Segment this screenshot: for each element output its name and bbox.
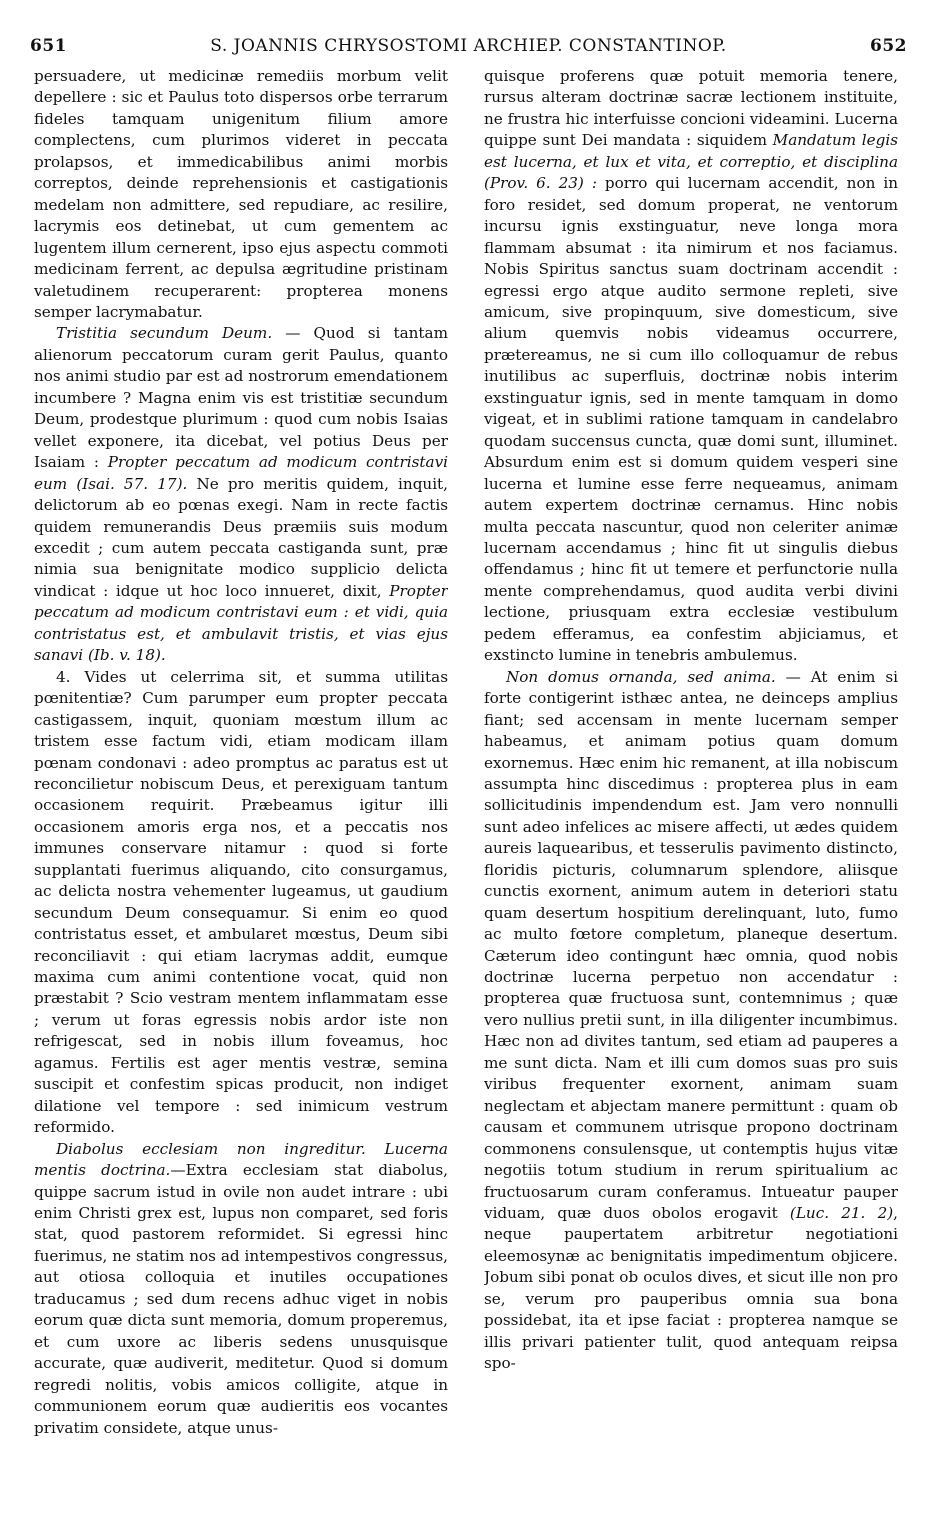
- paragraph-2: [484, 667, 898, 1375]
- text-run: , neque paupertatem arbitretur negotiationi eleemosynæ ac benignitatis impedimentum objicere. Jobum sibi ponat ob oculos dives, et sicut ille non pro se, verum pro pauperibus omnia sua bona possidebat, ita et ipse faciat : propterea namque se illis privari patienter tulit, quod antequam reipsa spo-: [484, 1204, 898, 1373]
- paragraph-3: 4. Vides ut celerrima sit, et summa utilitas pœnitentiæ? Cum parumper eum propter peccata castigassem, inquit, quoniam mœstum illum ac tristem esse factum vidi, etiam modicam illam pœnam condonavi : adeo promptus ac paratus est ut reconcilietur nobiscum Deus, et perexiguam tantum occasionem requirit. Præbeamus igitur illi occasionem amoris erga nos, et a peccatis nos immunes conservare nitamur : quod si forte supplantati fuerimus aliquando, cito consurgamus, ac delicta nostra vehementer lugeamus, ut gaudium secundum Deum consequamur. Si enim eo quod contristatus esset, et ambularet mœstus, Deum sibi reconciliavit : qui etiam lacrymas addit, eumque maxima cum animi contentione vocat, quid non præstabit ? Scio vestram mentem inflammatam esse ; verum ut foras egressis nobis ardor iste non refrigescat, sed in nobis illum foveamus, hoc agamus. Fertilis est ager mentis vestræ, semina suscipit et confestim spicas producit, non indiget dilatione vel tempore : sed inimicum vestrum reformido.: [34, 667, 448, 1137]
- section-heading: Diabolus ecclesiam non ingreditur. Lucerna mentis doctrina.: [34, 1139, 448, 1180]
- page-number-left: 651: [30, 36, 67, 56]
- running-title: S. JOANNIS CHRYSOSTOMI ARCHIEP. CONSTANTINOP.: [210, 36, 727, 56]
- scripture-quote: Propter peccatum ad modicum contristavi eum : et vidi, quia contristatus est, et ambulavit tristis, et vias ejus sanavi: [34, 581, 448, 665]
- right-column: [484, 66, 898, 1466]
- scripture-quote: Mandatum legis est lucerna, et lux et vita, et correptio, et disciplina: [484, 131, 898, 171]
- text-run: —Extra ecclesiam stat diabolus, quippe sacrum istud in ovile non audet intrare : ubi enim Christi grex est, lupus non comparet, sed foris stat, quod pastorem reformidet. Si egressi hinc fuerimus, ne statim nos ad intempestivos congressus, aut otiosa colloquia et inutiles occupationes traducamus ; sed dum recens adhuc viget in nobis eorum quæ dicta sunt memoria, domum properemus, et cum uxore ac liberis sedens unusquisque accurate, quæ audiverit, meditetur. Quod si domum regredi nolitis, vobis amicos colligite, atque in communionem eorum quæ audieritis eos vocantes privatim considete, atque unus-: [34, 1161, 448, 1437]
- scripture-reference: (Luc. 21. 2): [789, 1204, 894, 1223]
- scripture-reference: (Prov. 6. 23) :: [484, 174, 605, 193]
- left-column: [34, 66, 448, 1466]
- scripture-reference: (Isai. 57. 17).: [67, 474, 197, 493]
- page-header: [30, 32, 907, 62]
- text-run: quisque proferens quæ potuit memoria tenere, rursus alteram doctrinæ sacræ lectionem instituite, ne frustra hic interfuisse concioni videamini. Lucerna quippe sunt Dei mandata : siquidem: [484, 67, 898, 150]
- paragraph-1: [484, 66, 898, 667]
- section-heading: Tristitia secundum Deum.: [56, 324, 273, 343]
- paragraph-4: [34, 1139, 448, 1439]
- section-heading: Non domus ornanda, sed anima.: [506, 667, 776, 686]
- text-run: — At enim si forte contigerint isthæc antea, ne deinceps amplius fiant; sed accensam in mente lucernam semper habeamus, et animam potius quam domum exornemus. Hæc enim hic remanent, at illa nobiscum assumpta hinc discedimus : propterea plus in eam sollicitudinis impendendum est. Jam vero nonnulli sunt adeo infelices ac misere affecti, ut ædes quidem aureis laquearibus, et tesserulis pavimento distincto, floridis picturis, columnarum splendore, aliisque cunctis exornent, animum autem in deteriori statu quam desertum hospitium derelinquant, luto, fumo ac multo fœtore completum, planeque desertum. Cæterum ideo contingunt hæc omnia, quod nobis doctrinæ lucerna perpetuo non accendatur : propterea quæ fructuosa sunt, contemnimus ; quæ vero nullius pretii sunt, in illa diligenter incumbimus. Hæc non ad divites tantum, sed etiam ad pauperes a me sunt dicta. Nam et illi cum domos suas pro suis viribus frequenter exornent, animam suam neglectam et abjectam manere permittunt : quam ob causam et communem utrisque propono doctrinam commonens consulensque, ut contemptis hujus vitæ negotiis totum studium in rerum spiritualium ac fructuosarum curam conferamus. Intueatur pauper viduam, quæ duos obolos erogavit: [484, 667, 898, 1223]
- text-run: — Quod si tantam alienorum peccatorum curam gerit Paulus, quanto nos animi studio par est ad nostrorum emendationem incumbere ? Magna enim vis est tristitiæ secundum Deum, prodestque plurimum : quod cum nobis Isaias vellet exponere, ita dicebat, vel potius Deus per Isaiam :: [34, 324, 448, 472]
- paragraph-2: [34, 323, 448, 666]
- text-run: porro qui lucernam accendit, non in foro residet, sed domum properat, ne ventorum incursu ignis exstinguatur, neve longa mora flammam absumat : ita nimirum et nos faciamus. Nobis Spiritus sanctus suam doctrinam accendit : egressi ergo atque audito sermone repleti, sive amicum, sive propinquum, sive domesticum, sive alium quemvis nobis videamus occurrere, prætereamus, ne si cum illo colloquamur de rebus inutilibus ac superfluis, doctrinæ nobis interim exstinguatur ignis, sed in mente tamquam in domo vigeat, et in sublimi ratione tamquam in candelabro quodam succensus cuncta, quæ domi sunt, illuminet. Absurdum enim est si domum quidem vesperi sine lucerna et lumine esse ferre nequeamus, animam autem expertem doctrinæ cernamus. Hinc nobis multa peccata nascuntur, quod non celeriter animæ lucernam accendamus ; hinc fit ut singulis diebus offendamus ; hinc fit ut temere et perfunctorie nulla mente comprehendamus, quod audita verbi divini lectione, priusquam extra ecclesiæ vestibulum pedem efferamus, ea confestim abjiciamus, et exstincto lumine in tenebris ambulemus.: [484, 174, 898, 665]
- text-run: Ne pro meritis quidem, inquit, delictorum ab eo pœnas exegi. Nam in recte factis quidem remunerandis Deus præmiis suis modum excedit ; cum autem peccata castiganda sunt, præ nimia sua benignitate modico supplicio delicta vindicat : idque ut hoc loco innueret, dixit,: [34, 474, 448, 600]
- scripture-reference: (Ib. v. 18).: [83, 646, 166, 665]
- page-number-right: 652: [870, 36, 907, 56]
- paragraph-1: persuadere, ut medicinæ remediis morbum velit depellere : sic et Paulus toto dispersos orbe terrarum fideles tamquam unigenitum filium amore complectens, cum plurimos videret in peccata prolapsos, et immedicabilibus animi morbis correptos, deinde reprehensionis et castigationis medelam non admittere, sed repudiare, ac resilire, lacrymis eos detinebat, ut cum gementem ac lugentem illum cernerent, ipso ejus aspectu commoti medicinam ferrent, ac depulsa ægritudine pristinam valetudinem recuperarent: propterea monens semper lacrymabatur.: [34, 67, 448, 321]
- scripture-quote: Propter peccatum ad modicum contristavi eum: [34, 453, 448, 493]
